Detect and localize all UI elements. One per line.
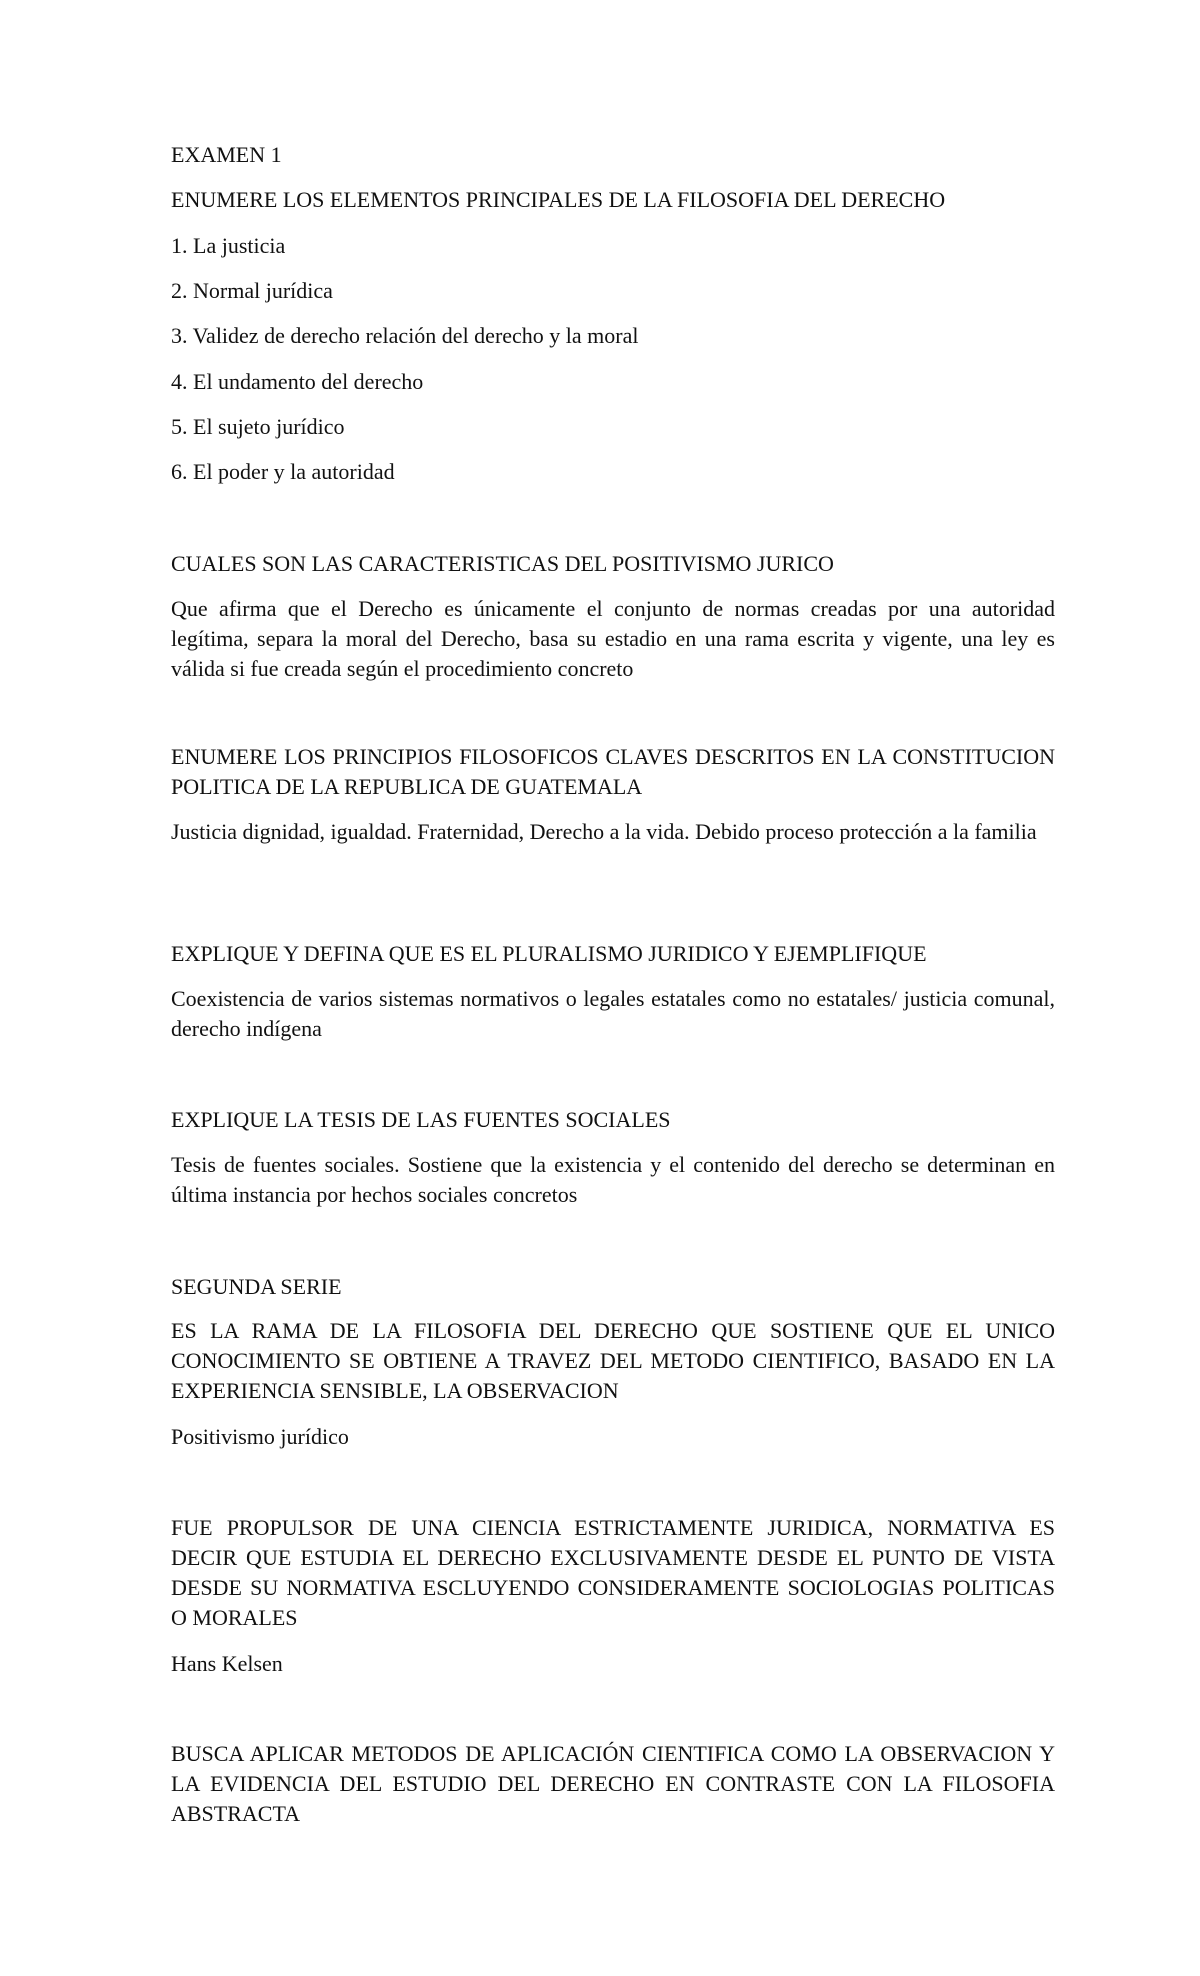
question-3: ENUMERE LOS PRINCIPIOS FILOSOFICOS CLAVES DESCRITOS EN LA CONSTITUCION POLITICA DE LA REPUBLICA DE GUATEMALA (171, 744, 1055, 799)
list-item: 1. La justicia (171, 233, 286, 258)
question-4: EXPLIQUE Y DEFINA QUE ES EL PLURALISMO JURIDICO Y EJEMPLIFIQUE (171, 941, 927, 966)
series-2-question-2: FUE PROPULSOR DE UNA CIENCIA ESTRICTAMENTE JURIDICA, NORMATIVA ES DECIR QUE ESTUDIA EL DERECHO EXCLUSIVAMENTE DESDE EL PUNTO DE VISTA DESDE SU NORMATIVA ESCLUYENDO CONSIDERAMENTE SOCIOLOGIAS POLITICAS O MORALES (171, 1515, 1055, 1630)
exam-title: EXAMEN 1 (171, 142, 282, 167)
question-5: EXPLIQUE LA TESIS DE LAS FUENTES SOCIALES (171, 1107, 671, 1132)
series-2-title: SEGUNDA SERIE (171, 1274, 342, 1299)
answer-4: Coexistencia de varios sistemas normativos o legales estatales como no estatales/ justicia comunal, derecho indígena (171, 986, 1055, 1041)
answer-2: Que afirma que el Derecho es únicamente el conjunto de normas creadas por una autoridad legítima, separa la moral del Derecho, basa su estadio en una rama escrita y vigente, una ley es válida si fue creada según el procedimiento concreto (171, 596, 1055, 681)
series-2-answer-1: Positivismo jurídico (171, 1424, 349, 1449)
list-item: 5. El sujeto jurídico (171, 414, 345, 439)
series-2-answer-2: Hans Kelsen (171, 1651, 283, 1676)
list-item: 6. El poder y la autoridad (171, 459, 395, 484)
list-item: 3. Validez de derecho relación del derecho y la moral (171, 323, 639, 348)
question-2: CUALES SON LAS CARACTERISTICAS DEL POSITIVISMO JURICO (171, 551, 834, 576)
series-2-question-3: BUSCA APLICAR METODOS DE APLICACIÓN CIENTIFICA COMO LA OBSERVACION Y LA EVIDENCIA DEL ESTUDIO DEL DERECHO EN CONTRASTE CON LA FILOSOFIA ABSTRACTA (171, 1741, 1055, 1826)
question-1: ENUMERE LOS ELEMENTOS PRINCIPALES DE LA FILOSOFIA DEL DERECHO (171, 187, 946, 212)
answer-5: Tesis de fuentes sociales. Sostiene que la existencia y el contenido del derecho se determinan en última instancia por hechos sociales concretos (171, 1152, 1055, 1207)
series-2-question-1: ES LA RAMA DE LA FILOSOFIA DEL DERECHO QUE SOSTIENE QUE EL UNICO CONOCIMIENTO SE OBTIENE A TRAVEZ DEL METODO CIENTIFICO, BASADO EN LA EXPERIENCIA SENSIBLE, LA OBSERVACION (171, 1318, 1055, 1403)
answer-3: Justicia dignidad, igualdad. Fraternidad, Derecho a la vida. Debido proceso protección a la familia (171, 819, 1037, 844)
list-item: 4. El undamento del derecho (171, 369, 424, 394)
list-item: 2. Normal jurídica (171, 278, 333, 303)
